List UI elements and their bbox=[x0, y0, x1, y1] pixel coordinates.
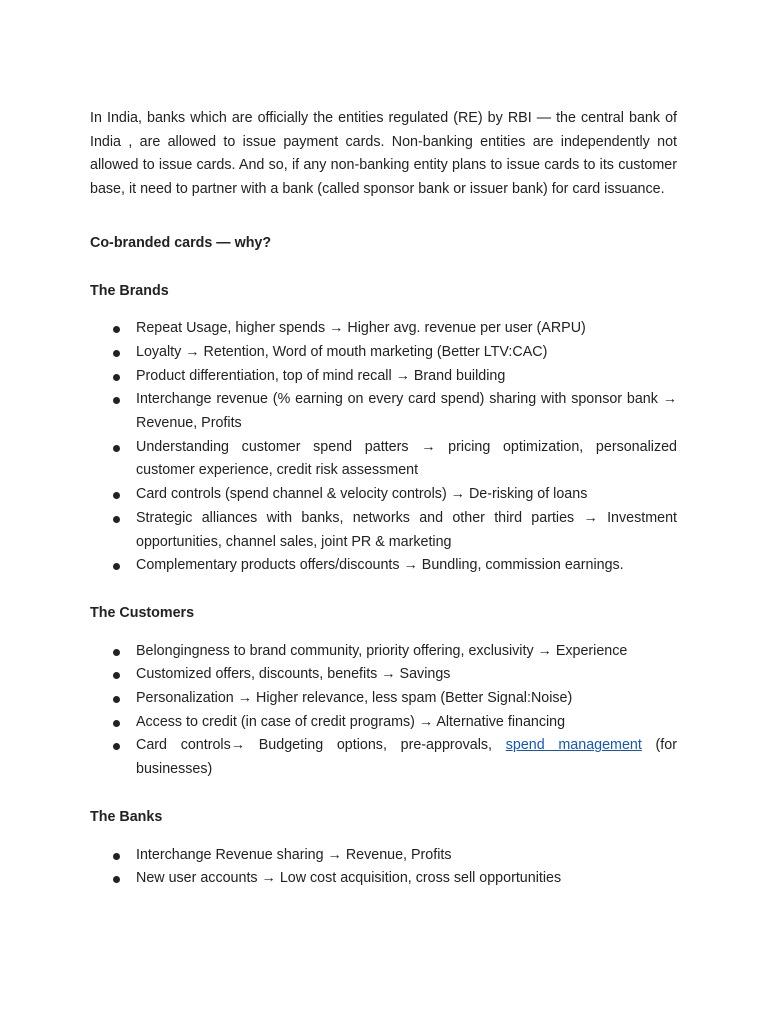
list-item-text: Repeat Usage, higher spends → Higher avg. revenue per user (ARPU) bbox=[136, 320, 586, 337]
list-item bbox=[90, 640, 677, 664]
banks-list bbox=[90, 844, 677, 891]
spend-management-link[interactable]: spend management bbox=[505, 737, 642, 754]
list-item bbox=[90, 317, 677, 341]
bullet-icon bbox=[113, 350, 120, 357]
document-body bbox=[90, 107, 677, 891]
list-item bbox=[90, 687, 677, 711]
brands-list bbox=[90, 317, 677, 578]
list-item-text-after-link: (for businesses) bbox=[136, 737, 677, 778]
brands-heading: The Brands bbox=[90, 282, 169, 299]
list-item bbox=[90, 365, 677, 389]
bullet-icon bbox=[113, 743, 120, 750]
list-item bbox=[90, 483, 677, 507]
list-item-text: Interchange Revenue sharing → Revenue, Profits bbox=[136, 846, 452, 863]
bullet-icon bbox=[113, 445, 120, 452]
list-item bbox=[90, 711, 677, 735]
list-item-text: Strategic alliances with banks, networks and other third parties → Investment opportunities, channel sales, joint PR & marketing bbox=[136, 509, 677, 550]
bullet-icon bbox=[113, 516, 120, 523]
list-item-text: Product differentiation, top of mind recall → Brand building bbox=[136, 367, 506, 384]
list-item bbox=[90, 388, 677, 435]
list-item bbox=[90, 663, 677, 687]
list-item-text: Belongingness to brand community, priority offering, exclusivity → Experience bbox=[136, 642, 628, 659]
bullet-icon bbox=[113, 326, 120, 333]
bullet-icon bbox=[113, 397, 120, 404]
list-item-text: Loyalty → Retention, Word of mouth marketing (Better LTV:CAC) bbox=[136, 343, 548, 360]
customers-list bbox=[90, 640, 677, 782]
list-item-text: Understanding customer spend patters → pricing optimization, personalized customer experience, credit risk assessment bbox=[136, 438, 677, 479]
list-item bbox=[90, 341, 677, 365]
list-item bbox=[90, 844, 677, 868]
bullet-icon bbox=[113, 492, 120, 499]
list-item bbox=[90, 554, 677, 578]
bullet-icon bbox=[113, 672, 120, 679]
list-item bbox=[90, 436, 677, 483]
bullet-icon bbox=[113, 876, 120, 883]
list-item-text: Interchange revenue (% earning on every card spend) sharing with sponsor bank → Revenue, Profits bbox=[136, 391, 677, 432]
list-item-text: New user accounts → Low cost acquisition, cross sell opportunities bbox=[136, 870, 562, 887]
list-item-text: Card controls (spend channel & velocity controls) → De-risking of loans bbox=[136, 486, 588, 503]
banks-heading: The Banks bbox=[90, 808, 163, 825]
bullet-icon bbox=[113, 853, 120, 860]
bullet-icon bbox=[113, 720, 120, 727]
list-item-text-before-link: Card controls→ Budgeting options, pre-approvals, bbox=[136, 737, 506, 754]
list-item bbox=[90, 507, 677, 554]
list-item bbox=[90, 734, 677, 781]
customers-heading: The Customers bbox=[90, 604, 195, 621]
intro-paragraph: In India, banks which are officially the entities regulated (RE) by RBI — the central bank of India , are allowed to issue payment cards. Non-banking entities are independently not allowed to issue cards. And so, if any non-banking entity plans to issue cards to its customer base, it need to partner with a bank (called sponsor bank or issuer bank) for card issuance. bbox=[90, 110, 677, 198]
bullet-icon bbox=[113, 649, 120, 656]
list-item-text: Customized offers, discounts, benefits → Savings bbox=[136, 666, 451, 683]
bullet-icon bbox=[113, 374, 120, 381]
list-item-text: Personalization → Higher relevance, less spam (Better Signal:Noise) bbox=[136, 690, 573, 707]
bullet-icon bbox=[113, 696, 120, 703]
bullet-icon bbox=[113, 563, 120, 570]
list-item bbox=[90, 867, 677, 891]
list-item-text: Access to credit (in case of credit programs) → Alternative financing bbox=[136, 713, 566, 730]
list-item-text: Complementary products offers/discounts → Bundling, commission earnings. bbox=[136, 557, 624, 574]
question-heading: Co-branded cards — why? bbox=[90, 234, 272, 251]
